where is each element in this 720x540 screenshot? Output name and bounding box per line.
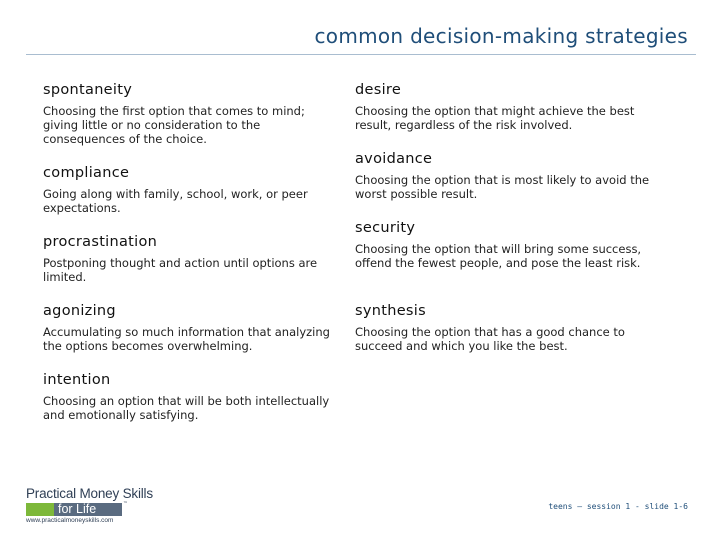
strategy-synthesis: [355, 303, 655, 353]
strategy-avoidance: [355, 151, 655, 201]
strategy-desire: [355, 82, 655, 132]
practical-money-skills-logo: [26, 486, 166, 526]
strategy-compliance: [43, 165, 343, 215]
logo-text: Practical Money Skills: [26, 486, 153, 501]
strategy-name: avoidance: [355, 151, 433, 167]
strategy-description: Going along with family, school, work, or peer expectations.: [43, 187, 308, 215]
strategy-name: intention: [43, 372, 111, 388]
strategy-name: synthesis: [355, 303, 426, 319]
strategy-intention: [43, 372, 343, 422]
strategy-procrastination: [43, 234, 343, 284]
strategy-description: Choosing the option that is most likely to avoid the worst possible result.: [355, 173, 650, 201]
logo-subtext: for Life: [58, 502, 97, 516]
strategy-agonizing: [43, 303, 343, 353]
strategy-name: compliance: [43, 165, 130, 181]
strategy-name: spontaneity: [43, 82, 133, 98]
strategy-name: agonizing: [43, 303, 116, 319]
strategy-description: Choosing the option that will bring some success, offend the fewest people, and pose the least risk.: [355, 242, 642, 270]
strategy-description: Choosing the option that might achieve the best result, regardless of the risk involved.: [355, 104, 635, 132]
strategy-description: Choosing an option that will be both intellectually and emotionally satisfying.: [43, 394, 330, 422]
strategy-security: [355, 220, 655, 270]
logo-url: www.practicalmoneyskills.com: [26, 517, 114, 524]
strategy-description: Choosing the first option that comes to mind; giving little or no consideration to the consequences of the choice.: [43, 104, 305, 146]
strategy-spontaneity: [43, 82, 343, 146]
logo-accent: [26, 503, 54, 516]
strategy-name: desire: [355, 82, 402, 98]
strategy-description: Accumulating so much information that analyzing the options becomes overwhelming.: [43, 325, 330, 353]
strategy-description: Postponing thought and action until options are limited.: [43, 256, 318, 284]
slide-reference: teens – session 1 - slide 1-6: [548, 502, 688, 511]
strategy-name: procrastination: [43, 234, 158, 250]
title-divider: [26, 54, 696, 55]
trademark-mark: ™: [123, 501, 128, 507]
strategy-description: Choosing the option that has a good chance to succeed and which you like the best.: [355, 325, 625, 353]
slide-title: common decision-making strategies: [314, 24, 688, 48]
strategy-name: security: [355, 220, 416, 236]
